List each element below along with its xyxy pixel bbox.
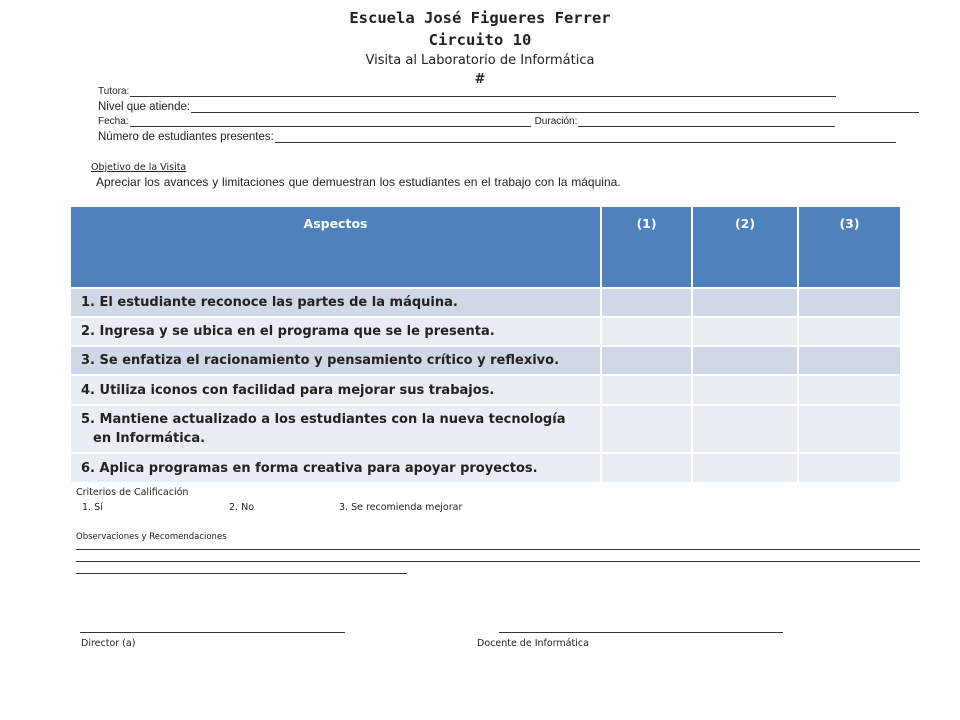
- criteria-option-2: 2. No: [229, 502, 255, 513]
- duracion-label: Duración:: [534, 116, 578, 127]
- score-cell-3[interactable]: [798, 453, 900, 483]
- score-cell-3[interactable]: [798, 288, 900, 317]
- fecha-line: [130, 116, 531, 127]
- aspect-text: 2. Ingresa y se ubica en el programa que se le presenta.: [71, 317, 601, 346]
- aspect-text: 1. El estudiante reconoce las partes de la máquina.: [71, 288, 601, 317]
- director-signature-line[interactable]: [80, 632, 345, 633]
- score-cell-1[interactable]: [601, 405, 692, 453]
- fecha-field[interactable]: [98, 116, 835, 127]
- visit-title: Visita al Laboratorio de Informática: [365, 53, 595, 68]
- score-cell-3[interactable]: [798, 317, 900, 346]
- docente-signature-line[interactable]: [499, 632, 783, 633]
- duracion-line: [578, 116, 835, 127]
- score-cell-2[interactable]: [692, 288, 798, 317]
- table-header-row: [71, 207, 900, 288]
- table-row: [71, 453, 900, 483]
- score-cell-1[interactable]: [601, 288, 692, 317]
- nivel-line: [191, 102, 919, 113]
- aspect-text: [71, 405, 601, 453]
- score-cell-3[interactable]: [798, 375, 900, 405]
- table-row: [71, 346, 900, 375]
- aspect-text-line-1: 5. Mantiene actualizado a los estudiantes con la nueva tecnología: [81, 412, 566, 427]
- score-cell-1[interactable]: [601, 317, 692, 346]
- table-row: [71, 405, 900, 453]
- score-cell-2[interactable]: [692, 453, 798, 483]
- criteria-option-3: 3. Se recomienda mejorar: [339, 502, 463, 513]
- objective-text: Apreciar los avances y limitaciones que demuestran los estudiantes en el trabajo con la máquina.: [96, 175, 621, 189]
- score-cell-1[interactable]: [601, 453, 692, 483]
- score-cell-2[interactable]: [692, 346, 798, 375]
- criteria-option-1: 1. Sí: [82, 502, 103, 513]
- fecha-label: Fecha:: [98, 116, 129, 127]
- nivel-label: Nivel que atiende:: [98, 101, 191, 113]
- criteria-title: Criterios de Calificación: [76, 487, 189, 498]
- score-cell-1[interactable]: [601, 346, 692, 375]
- score-cell-2[interactable]: [692, 405, 798, 453]
- director-label: Director (a): [81, 638, 136, 649]
- score-cell-2[interactable]: [692, 375, 798, 405]
- tutora-line: [130, 86, 836, 97]
- docente-label: Docente de Informática: [477, 638, 589, 649]
- estudiantes-field[interactable]: [98, 131, 896, 143]
- circuit-title: Circuito 10: [428, 31, 532, 49]
- aspect-text: 6. Aplica programas en forma creativa para apoyar proyectos.: [71, 453, 601, 483]
- observations-label: Observaciones y Recomendaciones: [76, 532, 227, 542]
- header-score-3: (3): [798, 207, 900, 288]
- table-row: [71, 288, 900, 317]
- objective-label: Objetivo de la Visita: [91, 162, 187, 173]
- estudiantes-line: [275, 132, 896, 143]
- observations-line-1[interactable]: [76, 549, 920, 550]
- form-number: #: [474, 72, 486, 87]
- table-row: [71, 317, 900, 346]
- header-score-1: (1): [601, 207, 692, 288]
- observations-line-2[interactable]: [76, 561, 920, 562]
- aspect-text: 4. Utiliza iconos con facilidad para mejorar sus trabajos.: [71, 375, 601, 405]
- aspects-table: [71, 207, 900, 484]
- table-row: [71, 375, 900, 405]
- aspect-text-line-2: en Informática.: [93, 431, 206, 446]
- observations-line-3[interactable]: [76, 573, 407, 574]
- estudiantes-label: Número de estudiantes presentes:: [98, 131, 274, 143]
- score-cell-3[interactable]: [798, 346, 900, 375]
- school-name: Escuela José Figueres Ferrer: [349, 9, 611, 27]
- header-aspectos: Aspectos: [71, 207, 601, 288]
- score-cell-3[interactable]: [798, 405, 900, 453]
- score-cell-1[interactable]: [601, 375, 692, 405]
- tutora-field[interactable]: [98, 86, 836, 97]
- nivel-field[interactable]: [98, 101, 919, 113]
- tutora-label: Tutora:: [98, 86, 130, 97]
- aspect-text: 3. Se enfatiza el racionamiento y pensamiento crítico y reflexivo.: [71, 346, 601, 375]
- score-cell-2[interactable]: [692, 317, 798, 346]
- header-score-2: (2): [692, 207, 798, 288]
